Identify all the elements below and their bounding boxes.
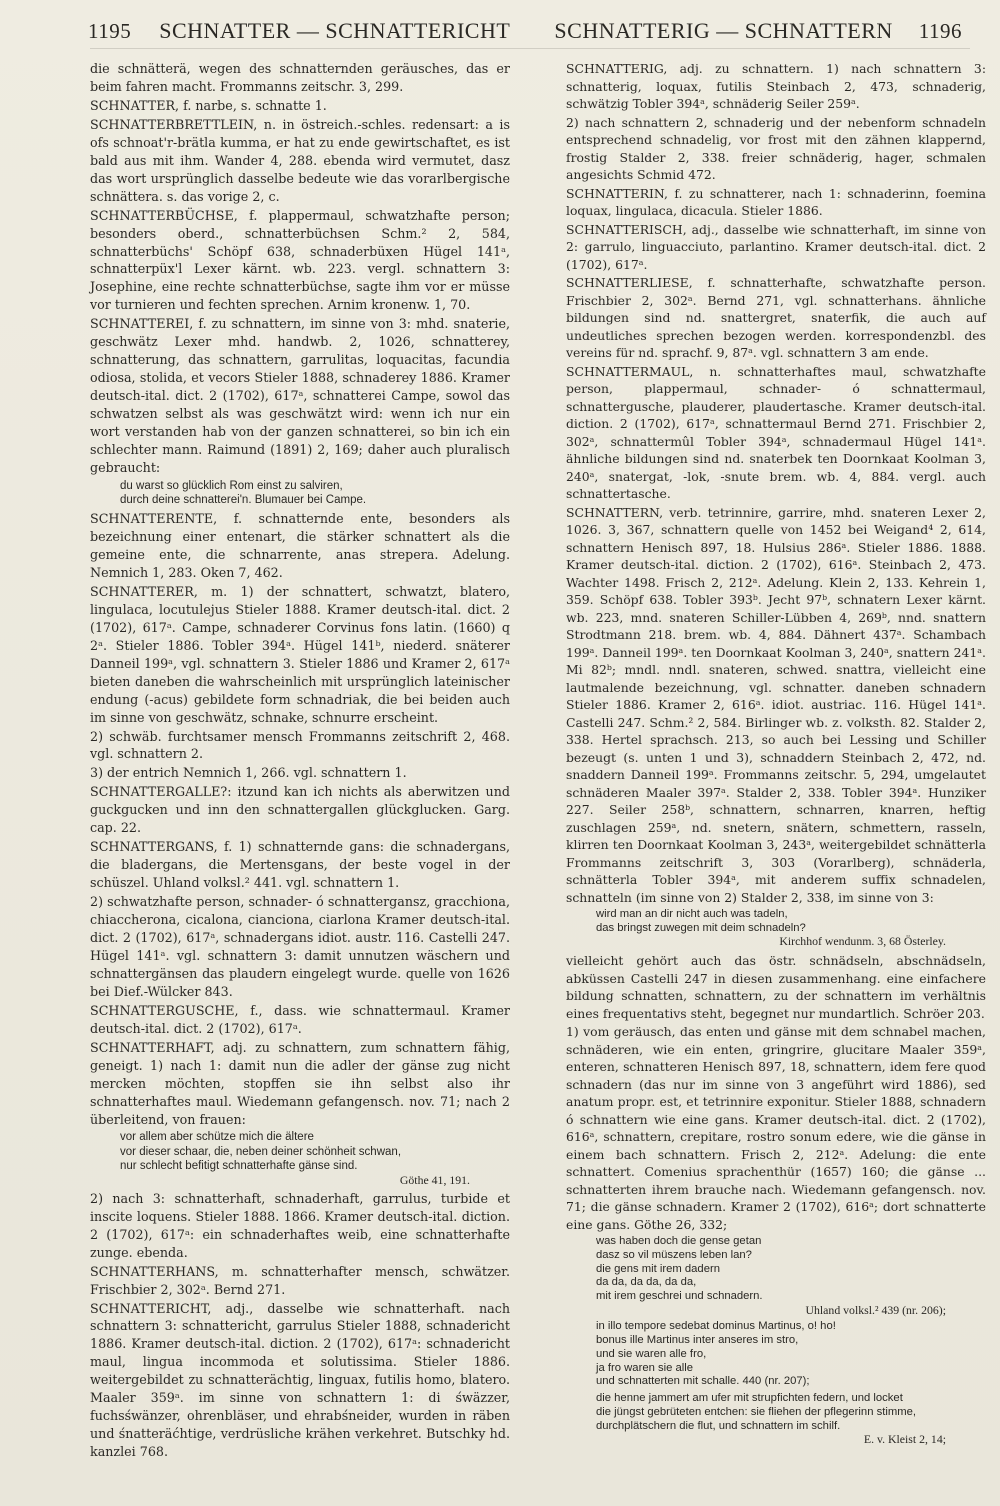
verse-source: Göthe 41, 191. — [399, 1172, 470, 1187]
entry-paragraph: SCHNATTERHAFT, adj. zu schnattern, zum schnattern fähig, geneigt. 1) nach 1: damit nun die adler der gänse zug nicht mercken möchten, stopffen sie ihn selbst also ihr schnatterhaftes maul. Wiedemann gefangensch. nov. 71; nach 2 überleitend, von frauen: — [90, 1039, 510, 1127]
verse-line: in illo tempore sedebat dominus Martinus, o! ho! — [596, 1320, 836, 1333]
verse-source: E. v. Kleist 2, 14; — [863, 1432, 946, 1447]
entry-paragraph: 2) schwatzhafte person, schnader- ó schnattergansz, gracchiona, chiaccherona, cicalona, cianciona, ciarlona Kramer deutsch-ital. dict. 2 (1702), 617ᵃ, schnadergans idiot. austr. 116. Castelli 247. Hügel 141ᵃ. vgl. schnattern 3: damit unnutzen wäschern und schnattergänsen das plaudern eingelegt wurde. quelle von 1626 bei Dief.-Wülcker 843. — [90, 894, 510, 999]
entry-paragraph: 3) der entrich Nemnich 1, 266. vgl. schnattern 1. — [90, 765, 407, 781]
header-rule — [90, 48, 970, 49]
verse-line: und schnatterten mit schalle. 440 (nr. 207); — [596, 1375, 810, 1388]
verse-line: durch deine schnatterei'n. Blumauer bei Campe. — [120, 494, 367, 506]
running-title-right: SCHNATTERIG — SCHNATTERN — [554, 18, 893, 43]
verse-quote — [596, 908, 986, 949]
entry-paragraph: SCHNATTERISCH, adj., dasselbe wie schnatterhaft, im sinne von 2: garrulo, linguacciuto, parlantino. Kramer deutsch-ital. dict. 2 (1702), 617ᵃ. — [566, 221, 986, 272]
entry-paragraph: 2) nach schnattern 2, schnaderig und der nebenform schnadeln entsprechend schnadelig, vor frost mit den zähnen klappernd, frostig Stalder 2, 338. freier schnäderig, hager, schmalen angesichts Schmid 472. — [566, 114, 986, 182]
page-number-right: 1196 — [918, 19, 962, 43]
entry-paragraph: SCHNATTERENTE, f. schnatternde ente, besonders als bezeichnung einer entenart, die stärker schnattert als die gemeine ente, die schnarrente, anas strepera. Adelung. Nemnich 1, 283. Oken 7, 462. — [90, 511, 510, 580]
entry-paragraph: SCHNATTERHANS, m. schnatterhafter mensch, schwätzer. Frischbier 2, 302ᵃ. Bernd 271. — [90, 1263, 510, 1297]
entry-paragraph: 1) vom geräusch, das enten und gänse mit dem schnabel machen, schnäderen, wie ein enten, gringrire, glucitare Maaler 359ᵃ, enteren, schnatteren Henisch 897, 18, schnattern, idem fere quod schnadern (das nur im sinne von 3 angeführt wird 1886), sed anatum propr. est, et tetrinnire exponitur. Stieler 1888, schnadern ó schnattern wie eine gans. Kramer deutsch-ital. dict. 2 (1702), 616ᵃ, schnattern, crepitare, rostro sonum edere, wie die gänse in einem bach schnattern. Frisch 2, 212ᵃ. Adelung: die ente schnattert. Comenius sprachenthür (1657) 160; die gänse ... schnatterten ihrem brauche nach. Wiedemann gefangensch. nov. 71; die gänse schnadern. Kramer 2 (1702), 616ᵃ; dort schnatterte eine gans. Göthe 26, 332; — [566, 1024, 986, 1232]
verse-line: vor dieser schaar, die, neben deiner schönheit schwan, — [120, 1145, 402, 1158]
verse-source: Kirchhof wendunm. 3, 68 Österley. — [779, 934, 946, 949]
header-right — [554, 18, 962, 44]
entry-paragraph: SCHNATTERBRETTLEIN, n. in östreich.-schles. redensart: a is ofs schnoat'r-brätla kumma, er hat zu ende gewirtschaftet, es ist bald aus mit ihm. Wander 4, 288. ebenda wird vermutet, dasz das wort ursprünglich dasselbe bedeute wie das vorarlbergische schnättera. s. das vorige 2, c. — [90, 116, 510, 204]
entry-paragraph: SCHNATTERIN, f. zu schnatterer, nach 1: schnaderinn, foemina loquax, lingulaca, dicacula. Stieler 1886. — [566, 185, 986, 218]
entry-paragraph: SCHNATTERIG, adj. zu schnattern. 1) nach schnattern 3: schnatterig, loquax, futilis Steinbach 2, 473, schnaderig, schwätzig Tobler 394ᵃ, schnäderig Seiler 259ᵃ. — [566, 61, 986, 111]
verse-line: durchplätschern die flut, und schnattern im schilf. — [596, 1419, 841, 1432]
verse-line: du warst so glücklich Rom einst zu salviren, — [120, 479, 343, 492]
entry-paragraph: SCHNATTERMAUL, n. schnatterhaftes maul, schwatzhafte person, plappermaul, schnader- ó schnattermaul, schnattergusche, plauderer, plaudertasche. Kramer deutsch-ital. diction. 2 (1702), 617ᵃ, schnattermaul Bernd 271. Frischbier 2, 302ᵃ, schnattermûl Tobler 394ᵃ, schnadermaul Hügel 141ᵃ. ähnliche bildungen sind nd. snaterbek ten Doornkaat Koolman 3, 240ᵃ, snatergat, -lok, -snute brem. wb. 4, 884. vergl. auch schnattertasche. — [566, 363, 986, 501]
entry-paragraph: SCHNATTERN, verb. tetrinnire, garrire, mhd. snateren Lexer 2, 1026. 3, 367, schnattern quelle von 1452 bei Weigand⁴ 2, 614, schnattern Henisch 897, 18. Hulsius 286ᵃ. Stieler 1886. 1888. Kramer deutsch-ital. diction. 2 (1702), 616ᵃ. Steinbach 2, 473. Wachter 1498. Frisch 2, 212ᵃ. Adelung. Klein 2, 133. Kehrein 1, 359. Schöpf 638. Tobler 393ᵇ. Jecht 97ᵇ, schnatern Lexer kärnt. wb. 223, mnd. snateren Schiller-Lübben 4, 269ᵇ, nnd. snattern Strodtmann 218. brem. wb. 4, 884. Dähnert 437ᵃ. Schambach 199ᵃ. Danneil 199ᵃ. ten Doornkaat Koolman 3, 240ᵃ, snattern 241ᵃ. Mi 82ᵇ; mndl. nndl. snateren, schwed. snattra, vielleicht eine lautmalende bezeichnung, vgl. schnatter. daneben schnadern Stieler 1886. Kramer 2, 616ᵃ. idiot. austriac. 116. Hügel 141ᵃ. Castelli 247. Schm.² 2, 584. Birlinger wb. z. volksth. 82. Stalder 2, 338. Hertel sprachsch. 213, so auch bei Lessing und Schiller bezeugt (s. unten 1 und 3), schnaddern Steinbach 2, 472, nd. snaddern Danneil 199ᵃ. Frommanns zeitschr. 5, 294, umgelautet schnäderen Maaler 397ᵃ. Stalder 2, 338. Tobler 394ᵃ. Hunziker 227. Seiler 258ᵇ, schnattern, schnarren, knarren, heftig zuschlagen 259ᵃ, nd. snetern, snätern, schmettern, rasseln, klirren ten Doornkaat Koolman 3, 243ᵃ, weitergebildet schnätterla Frommanns zeitschrift 3, 303 (Vorarlberg), schnäderla, schnätterla Tobler 394ᵃ, mit anderem suffix schnadelen, schnatteln (im sinne von 2) Stalder 2, 338, im sinne von 3: — [566, 504, 986, 905]
entry-paragraph: SCHNATTER, f. narbe, s. schnatte 1. — [90, 97, 327, 113]
verse-line: und sie waren alle fro, — [596, 1347, 707, 1360]
verse-line: was haben doch die gense getan — [596, 1235, 762, 1248]
entry-paragraph: 2) nach 3: schnatterhaft, schnaderhaft, garrulus, turbide et inscite loquens. Stieler 1888. 1866. Kramer deutsch-ital. diction. 2 (1702), 617ᵃ: ein schnaderhaftes weib, eine schnatterhafte zunge. ebenda. — [90, 1190, 510, 1260]
verse-line: dasz so vil müszens leben lan? — [596, 1248, 752, 1261]
entry-paragraph: SCHNATTERICHT, adj., dasselbe wie schnatterhaft. nach schnattern 3: schnattericht, garrulus Stieler 1888, schnadericht 1886. Kramer deutsch-ital. diction. 2 (1702), 617ᵃ: schnadericht maul, lingua incommoda et solutissima. Stieler 1886. weitergebildet zu schnatterächtig, linguax, futilis homo, blatero. Maaler 359ᵃ. im sinne von schnattern 1: di śwäzzer, fuchsśwänzer, ohrenbläser, und ehrabśneider, wurden in räben und śnatteräćhtige, verdrüsliche krähen verkehret. Butschky hd. kanzlei 768. — [90, 1300, 510, 1460]
verse-source: Uhland volksl.² 439 (nr. 206); — [805, 1302, 946, 1317]
verse-quote — [120, 1130, 510, 1186]
verse-line: die gens mit irem dadern — [596, 1262, 720, 1275]
left-column — [90, 60, 510, 1462]
page-number-left: 1195 — [88, 19, 132, 43]
entry-paragraph: SCHNATTERLIESE, f. schnatterhafte, schwatzhafte person. Frischbier 2, 302ᵃ. Bernd 271, vgl. schnatterhans. ähnliche bildungen sind nd. snattergret, snaterfik, die auch auf undeutliches sprechen bezogen werden. korrespondenzbl. des vereins für nd. sprachf. 9, 87ᵃ. vgl. schnattern 3 am ende. — [566, 275, 986, 360]
verse-line: vor allem aber schütze mich die ältere — [120, 1131, 314, 1144]
verse-quote — [596, 1320, 986, 1389]
verse-quote — [120, 479, 510, 507]
verse-line: bonus ille Martinus inter anseres im stro, — [596, 1334, 799, 1347]
verse-line: da da, da da, da da, — [596, 1276, 697, 1289]
entry-paragraph: SCHNATTERGANS, f. 1) schnatternde gans: die schnadergans, die bladergans, die Mertensgans, der beste vogel in der schüszel. Uhland volksl.² 441. vgl. schnattern 1. — [90, 839, 510, 891]
entry-paragraph: 2) schwäb. furchtsamer mensch Frommanns zeitschrift 2, 468. vgl. schnattern 2. — [90, 728, 510, 762]
verse-quote — [596, 1235, 986, 1317]
entry-paragraph: die schnätterä, wegen des schnatternden geräusches, das er beim fahren macht. Frommanns zeitschr. 3, 299. — [90, 61, 510, 94]
verse-line: die jüngst gebrüteten entchen: sie fliehen der pflegerinn stimme, — [596, 1405, 917, 1418]
entry-paragraph: SCHNATTEREI, f. zu schnattern, im sinne von 3: mhd. snaterie, geschwätz Lexer mhd. handwb. 2, 1026, schnatterey, schnatterung, das schnattern, garrulitas, loquacitas, facundia odiosa, stolida, et vecors Stieler 1888, schnaderey 1886. Kramer deutsch-ital. dict. 2 (1702), 617ᵃ, schnatterei Campe, sowol das schwatzen selbst als was geschwätzt wird: wenn ich nur ein wort verstanden hab von der ganzen schnatterei, so bin ich ein schlechter mann. Raimund (1891) 2, 169; daher auch pluralisch gebraucht: — [90, 316, 510, 475]
entry-paragraph: SCHNATTERGUSCHE, f., dass. wie schnattermaul. Kramer deutsch-ital. dict. 2 (1702), 617ᵃ. — [90, 1002, 510, 1036]
verse-line: mit irem geschrei und schnadern. — [596, 1290, 763, 1303]
entry-paragraph: SCHNATTERBÜCHSE, f. plappermaul, schwatzhafte person; besonders oberd., schnatterbüchsen Schm.² 2, 584, schnatterbüchs' Schöpf 638, schnaderbüxen Hügel 141ᵃ, schnatterpüx'l Lexer kärnt. wb. 223. vergl. schnattern 3: Josephine, eine rechte schnatterbüchse, sagte ihm vor er müsse vor turnieren und fechten sprechen. Arnim kronenw. 1, 70. — [90, 207, 510, 313]
header-left — [88, 18, 510, 44]
right-column — [566, 60, 986, 1450]
entry-paragraph: SCHNATTERER, m. 1) der schnattert, schwatzt, blatero, lingulaca, locutulejus Stieler 1888. Kramer deutsch-ital. dict. 2 (1702), 617ᵃ. Campe, schnaderer Corvinus fons latin. (1660) q 2ᵃ. Stieler 1886. Tobler 394ᵃ. Hügel 141ᵇ, niederd. snäterer Danneil 199ᵃ, vgl. schnattern 3. Stieler 1886 und Kramer 2, 617ᵃ bieten daneben die wahrscheinlich mit ursprünglich lateinischer endung (-acus) gebildete form schnadriak, die bei beiden auch im sinne von geschwätz, schnake, schnurre erscheint. — [90, 583, 510, 725]
verse-line: nur schlecht befitigt schnatterhafte gänse sind. — [120, 1159, 358, 1172]
entry-paragraph: vielleicht gehört auch das östr. schnädseln, abschnädseln, abküssen Castelli 247 in diesen zusammenhang. eine einfachere bildung schnatten, schnattern, zu der schnattern im verhältnis eines frequentativs steht, begegnet nur mundartlich. Schröer 203. — [566, 953, 986, 1021]
verse-line: das bringst zuwegen mit deim schnadeln? — [596, 921, 806, 934]
verse-quote — [596, 1392, 986, 1447]
running-title-left: SCHNATTER — SCHNATTERICHT — [159, 18, 511, 43]
entry-paragraph: SCHNATTERGALLE?: itzund kan ich nichts als aberwitzen und guckgucken und inn den schnattergallen glückglucken. Garg. cap. 22. — [90, 784, 510, 836]
verse-line: ja fro waren sie alle — [596, 1361, 694, 1374]
verse-line: wird man an dir nicht auch was tadeln, — [596, 908, 788, 920]
verse-line: die henne jammert am ufer mit strupfichten federn, und locket — [596, 1392, 903, 1405]
